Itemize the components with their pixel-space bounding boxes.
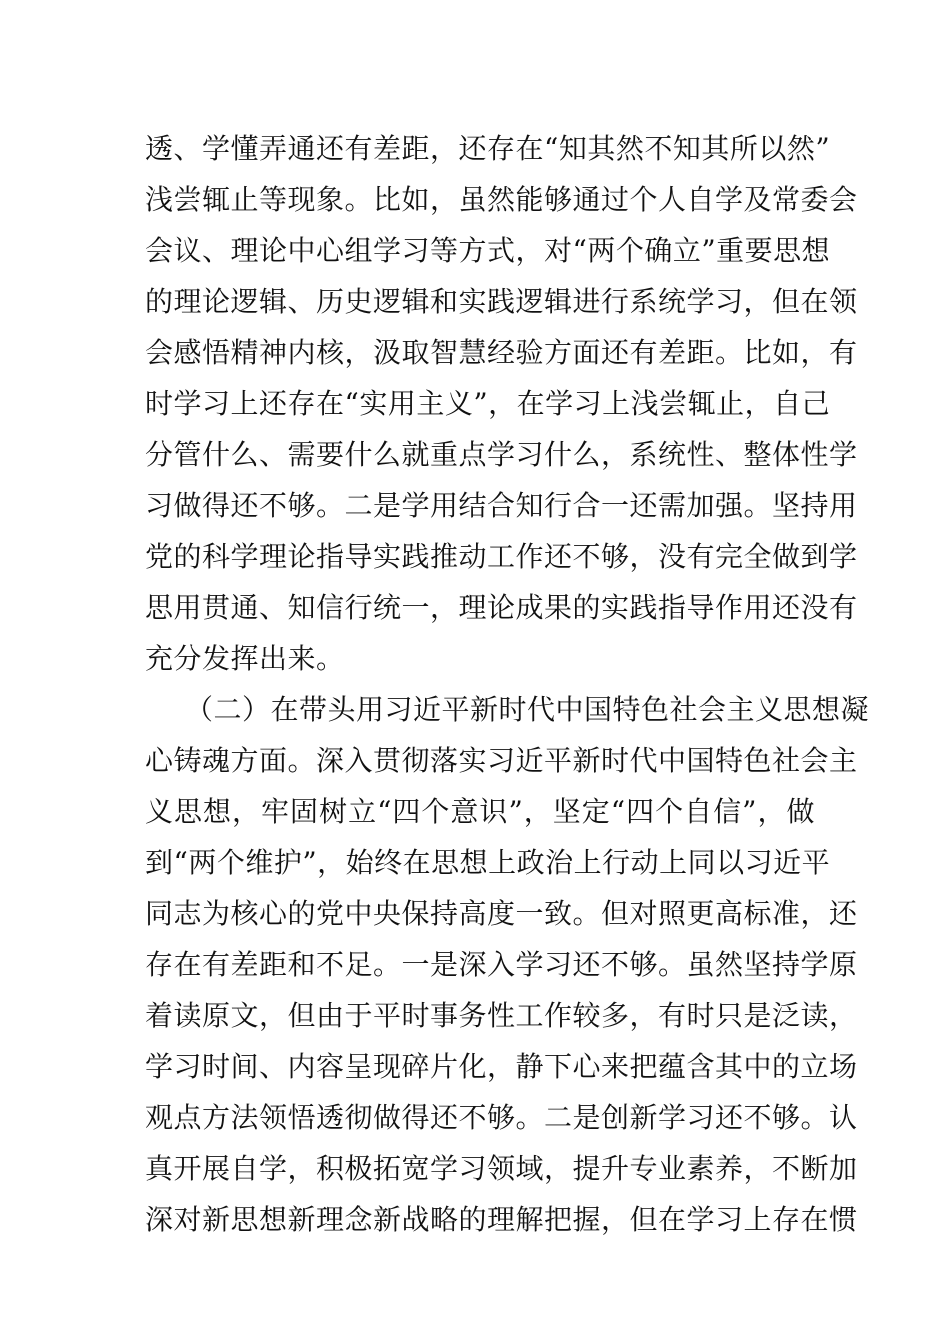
text-line: 学习时间、内容呈现碎片化，静下心来把蕴含其中的立场 [145,1050,858,1083]
text-line: 会议、理论中心组学习等方式，对“两个确立”重要思想 [145,234,831,267]
text-line: 分管什么、需要什么就重点学习什么，系统性、整体性学 [145,438,858,471]
text-line: 会感悟精神内核，汲取智慧经验方面还有差距。比如，有 [145,336,858,369]
text-line: 透、学懂弄通还有差距，还存在“知其然不知其所以然” [145,132,831,165]
text-line: 存在有差距和不足。一是深入学习还不够。虽然坚持学原 [145,948,858,981]
body-text [145,123,870,1245]
text-line: 党的科学理论指导实践推动工作还不够，没有完全做到学 [145,540,858,573]
text-line: 时学习上还存在“实用主义”，在学习上浅尝辄止，自己 [145,387,831,420]
text-line: 思用贯通、知信行统一，理论成果的实践指导作用还没有 [145,591,858,624]
section-heading-line: （二）在带头用习近平新时代中国特色社会主义思想凝 [185,693,870,726]
text-line: 到“两个维护”，始终在思想上政治上行动上同以习近平 [145,846,831,879]
text-line: 的理论逻辑、历史逻辑和实践逻辑进行系统学习，但在领 [145,285,858,318]
text-line: 义思想，牢固树立“四个意识”，坚定“四个自信”，做 [145,795,815,828]
text-line: 浅尝辄止等现象。比如，虽然能够通过个人自学及常委会 [145,183,858,216]
text-line: 观点方法领悟透彻做得还不够。二是创新学习还不够。认 [145,1101,858,1134]
text-line: 充分发挥出来。 [145,642,345,675]
text-line: 习做得还不够。二是学用结合知行合一还需加强。坚持用 [145,489,858,522]
text-line: 同志为核心的党中央保持高度一致。但对照更高标准，还 [145,897,858,930]
text-line: 着读原文，但由于平时事务性工作较多，有时只是泛读， [145,999,858,1032]
text-line: 真开展自学，积极拓宽学习领域，提升专业素养，不断加 [145,1152,858,1185]
text-line: 深对新思想新理念新战略的理解把握，但在学习上存在惯 [145,1203,858,1236]
text-line: 心铸魂方面。深入贯彻落实习近平新时代中国特色社会主 [145,744,858,777]
